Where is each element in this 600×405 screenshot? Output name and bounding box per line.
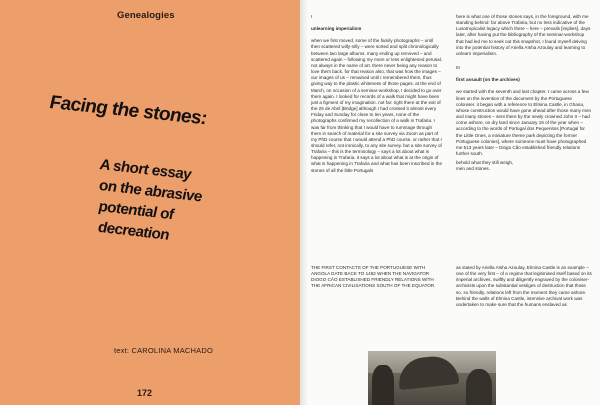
- subtitle-line: on the abrasive: [98, 176, 202, 206]
- body-paragraph: we started with the seventh and last chapter. I came across a few lines on the invention of the document by the Portuguese coloniser. it began with a reference to Elmina Castle, in Ghana, whose construction would have gone ahead after those many men and many stones – sent there by the newly crowned John II – had come ashore, on dry land since January 19 of the year when – according to the words of Portugal dos Pequenitos [Portugal for the Little Ones, a miniature theme park depicting the former Portuguese colonies], where someone must have photographed me 513 years later – Diogo Cão established friendly relations further south.: [456, 89, 592, 156]
- body-paragraph: here is what one of those stones says, in the foreground, with me standing behind: far above Trafaria, but no less indicative of the Lusotropicalist legacy which there – here – prevails [implies], days later, after having put the bibliography of the seminar-workshop that had led me to seek out this snapshot, I found myself delving into the potential history of Ariella Aïsha Azoulay and learning to unlearn imperialism.: [456, 14, 591, 56]
- photograph: [368, 351, 496, 405]
- section-numeral: I: [311, 14, 313, 19]
- section-label: Genealogies: [117, 10, 175, 21]
- caps-quote: THE FIRST CONTACTS OF THE PORTUGUESE WITH ANGOLA DATE BACK TO 1482 WHEN THE NAVIGATOR DIOGO CÃO ESTABLISHED FRIENDLY RELATIONS WITH THE AFRICAN CIVILISATIONS SOUTH OF THE EQUATOR.: [311, 265, 436, 289]
- subtitle-line: A short essay: [99, 155, 192, 184]
- body-paragraph: when we first moved, some of the family photographs – until then scattered willy-nilly – were sorted and split chronologically between two large albums. many ending up removed – and scattered again – following my more or less enlightened perusal, not always in the name of art. there never being any reason to love them back. for that reason also, that was how the images – our images of us – remained until I remembered them, thus giving way to the plastic whiteness of those pages. at the end of March, on occasion of a seminar-workshop, I decided to go over them again. I looked for records of a walk that might have been just a figment of my imagination. not far: right there at the exit of the 25 de Abril [Bridge] although I had crossed it almost every Friday and Sunday for close to ten years, none of the photographs confirmed my recollection of a walk in Trafaria. I was far from thinking that I would have to rummage through them in search of material for a site survey via Zoom as part of my PhD course that I would attend a PhD course. or rather that I should refer, not ironically, to any site survey. but a site survey of Trafaria – this is the terminology – says a lot about what is happening in Trafaria. it says a lot about what is at the origin of what is happening in Trafaria and what has been inscribed in the stones of all the little Portugals: [311, 38, 443, 173]
- gutter-shadow: [300, 0, 308, 405]
- photo-tree: [372, 365, 394, 405]
- verse-line: men and stones.: [456, 166, 490, 172]
- section-heading: first assault (on the archives): [456, 77, 520, 83]
- photo-tree: [466, 369, 492, 405]
- section-heading: unlearning imperialism: [311, 26, 362, 32]
- essay-subtitle: [98, 154, 203, 249]
- text-column-right: [456, 14, 592, 307]
- section-numeral: III: [456, 65, 460, 71]
- subtitle-line: decreation: [97, 218, 170, 244]
- subtitle-line: potential of: [98, 197, 174, 224]
- author-credit: text: CAROLINA MACHADO: [114, 346, 214, 355]
- essay-title: Facing the stones:: [49, 92, 207, 130]
- page-number: 172: [137, 388, 153, 398]
- verse-line: behold what they still weigh,: [456, 160, 514, 166]
- text-column-left: [311, 14, 443, 289]
- body-paragraph: as stated by Ariella Aïsha Azoulay, Elmina Castle is an example – one of the very first – of a regime that legitimised itself based on its imperial archives, swiftly and diligently engraved by the coloniser-archivists upon the substantial vestiges of destruction that those so, so friendly, relations left from the moment they came ashore. Behind the walls of Elmina Castle, intensive archival work was undertaken to make sure that the humans enslaved as: [456, 265, 592, 307]
- title-block: [40, 92, 280, 322]
